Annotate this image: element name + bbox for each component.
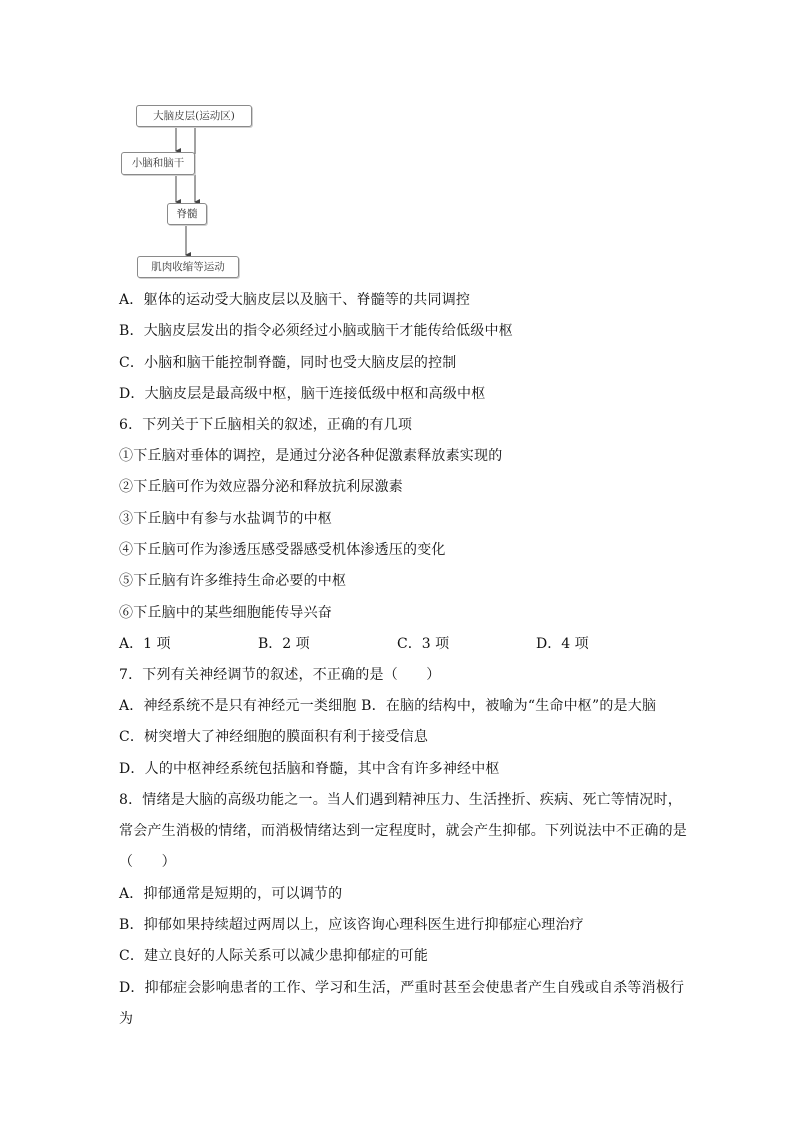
q6-option-c: C．3 项 — [397, 636, 450, 652]
q8-stem-line-3: （ ） — [119, 854, 176, 870]
q8-option-d-line-1: D．抑郁症会影响患者的工作、学习和生活，严重时甚至会使患者产生自残或自杀等消极行 — [119, 980, 685, 996]
q6-option-b: B．2 项 — [258, 636, 310, 652]
q8-stem-line-1: 8．情绪是大脑的高级功能之一。当人们遇到精神压力、生活挫折、疾病、死亡等情况时， — [119, 792, 682, 808]
q8-option-b: B．抑郁如果持续超过两周以上，应该咨询心理科医生进行抑郁症心理治疗 — [119, 917, 584, 933]
q6-item-2: ②下丘脑可作为效应器分泌和释放抗利尿激素 — [119, 479, 403, 495]
q7-stem: 7．下列有关神经调节的叙述，不正确的是（ ） — [119, 667, 441, 683]
box-cerebral-cortex: 大脑皮层(运动区) — [136, 105, 252, 127]
q8-option-d-line-2: 为 — [119, 1011, 134, 1027]
motor-control-diagram — [118, 100, 268, 280]
box-muscle-contraction: 肌肉收缩等运动 — [137, 256, 239, 278]
box-spinal-cord: 脊髓 — [167, 203, 207, 225]
q7-option-c: C．树突增大了神经细胞的膜面积有利于接受信息 — [119, 729, 429, 745]
q6-option-d: D．4 项 — [536, 636, 589, 652]
q5-option-c: C．小脑和脑干能控制脊髓，同时也受大脑皮层的控制 — [119, 355, 457, 371]
q8-option-c: C．建立良好的人际关系可以减少患抑郁症的可能 — [119, 948, 429, 964]
q5-option-d: D．大脑皮层是最高级中枢，脑干连接低级中枢和高级中枢 — [119, 386, 486, 402]
q6-item-3: ③下丘脑中有参与水盐调节的中枢 — [119, 511, 332, 527]
q5-option-b: B．大脑皮层发出的指令必须经过小脑或脑干才能传给低级中枢 — [119, 323, 513, 339]
q6-stem: 6．下列关于下丘脑相关的叙述，正确的有几项 — [119, 417, 413, 433]
q7-option-d: D．人的中枢神经系统包括脑和脊髓，其中含有许多神经中枢 — [119, 761, 500, 777]
q6-item-4: ④下丘脑可作为渗透压感受器感受机体渗透压的变化 — [119, 542, 446, 558]
q5-option-a: A．躯体的运动受大脑皮层以及脑干、脊髓等的共同调控 — [119, 292, 471, 308]
diagram-arrows — [118, 100, 268, 280]
q6-item-5: ⑤下丘脑有许多维持生命必要的中枢 — [119, 573, 347, 589]
q7-option-ab: A．神经系统不是只有神经元一类细胞 B．在脑的结构中，被喻为“生命中枢”的是大脑 — [119, 698, 657, 714]
q6-item-1: ①下丘脑对垂体的调控，是通过分泌各种促激素释放素实现的 — [119, 448, 503, 464]
box-cerebellum-brainstem: 小脑和脑干 — [121, 152, 195, 175]
q6-option-a: A．1 项 — [119, 636, 171, 652]
q8-option-a: A．抑郁通常是短期的，可以调节的 — [119, 886, 343, 902]
q8-stem-line-2: 常会产生消极的情绪，而消极情绪达到一定程度时，就会产生抑郁。下列说法中不正确的是 — [119, 823, 687, 839]
q6-item-6: ⑥下丘脑中的某些细胞能传导兴奋 — [119, 605, 332, 621]
